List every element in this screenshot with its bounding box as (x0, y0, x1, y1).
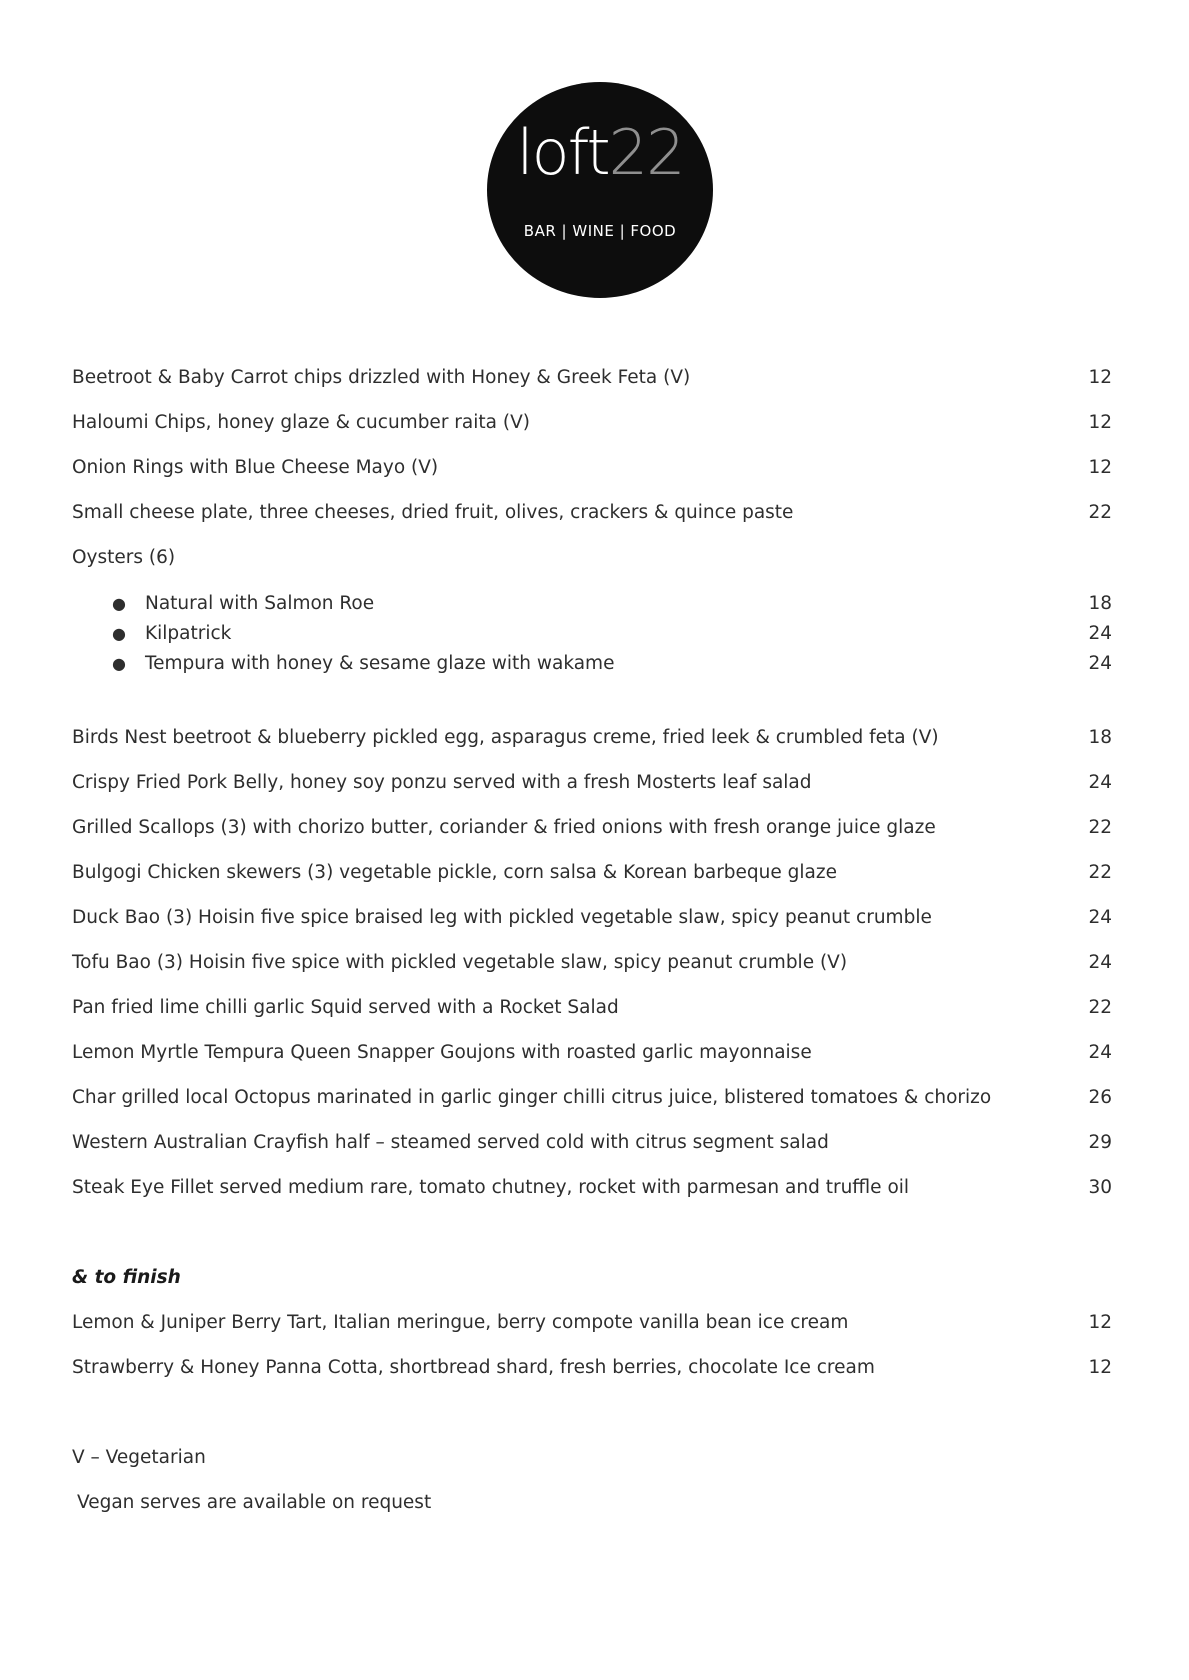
menu-item (72, 994, 1112, 1022)
oysters-heading: Oysters (6) (72, 547, 176, 568)
bullet-icon: ● (112, 624, 126, 643)
item-name: Tofu Bao (3) Hoisin five spice with pickled vegetable slaw, spicy peanut crumble (V) (72, 952, 848, 973)
item-name: Western Australian Crayfish half – steamed served cold with citrus segment salad (72, 1132, 829, 1153)
item-price: 24 (1088, 772, 1112, 793)
item-name: Lemon Myrtle Tempura Queen Snapper Goujons with roasted garlic mayonnaise (72, 1042, 812, 1063)
item-price: 22 (1088, 862, 1112, 883)
item-name: Steak Eye Fillet served medium rare, tomato chutney, rocket with parmesan and truffle oil (72, 1177, 910, 1198)
oyster-item (72, 620, 1112, 648)
vegetarian-note: V – Vegetarian (72, 1447, 206, 1468)
item-name: Crispy Fried Pork Belly, honey soy ponzu served with a fresh Mosterts leaf salad (72, 772, 812, 793)
bullet-icon: ● (112, 594, 126, 613)
item-price: 18 (1088, 593, 1112, 614)
item-price: 22 (1088, 997, 1112, 1018)
item-price: 30 (1088, 1177, 1112, 1198)
item-name: Onion Rings with Blue Cheese Mayo (V) (72, 457, 439, 478)
oyster-item (72, 590, 1112, 618)
menu-item (72, 1129, 1112, 1157)
item-price: 22 (1088, 817, 1112, 838)
item-price: 26 (1088, 1087, 1112, 1108)
item-name: Lemon & Juniper Berry Tart, Italian meringue, berry compote vanilla bean ice cream (72, 1312, 849, 1333)
item-name: Pan fried lime chilli garlic Squid served with a Rocket Salad (72, 997, 619, 1018)
item-name: Kilpatrick (145, 623, 232, 644)
menu-item (72, 454, 1112, 482)
menu-item (72, 814, 1112, 842)
dessert-item (72, 1354, 1112, 1382)
item-price: 12 (1088, 1312, 1112, 1333)
item-name: Duck Bao (3) Hoisin five spice braised leg with pickled vegetable slaw, spicy peanut crumble (72, 907, 932, 928)
item-name: Tempura with honey & sesame glaze with wakame (145, 653, 615, 674)
dessert-item (72, 1309, 1112, 1337)
menu-item (72, 949, 1112, 977)
item-price: 22 (1088, 502, 1112, 523)
oyster-item (72, 650, 1112, 678)
finish-heading: & to finish (72, 1267, 181, 1288)
item-name: Small cheese plate, three cheeses, dried fruit, olives, crackers & quince paste (72, 502, 794, 523)
item-price: 24 (1088, 653, 1112, 674)
menu-item (72, 769, 1112, 797)
item-name: Birds Nest beetroot & blueberry pickled egg, asparagus creme, fried leek & crumbled feta (V) (72, 727, 939, 748)
item-price: 24 (1088, 907, 1112, 928)
item-price: 12 (1088, 1357, 1112, 1378)
logo-tagline: BAR | WINE | FOOD (523, 222, 677, 240)
item-name: Beetroot & Baby Carrot chips drizzled with Honey & Greek Feta (V) (72, 367, 691, 388)
loft22-logo (487, 82, 713, 298)
item-price: 12 (1088, 412, 1112, 433)
item-name: Natural with Salmon Roe (145, 593, 375, 614)
item-name: Strawberry & Honey Panna Cotta, shortbread shard, fresh berries, chocolate Ice cream (72, 1357, 875, 1378)
item-name: Bulgogi Chicken skewers (3) vegetable pickle, corn salsa & Korean barbeque glaze (72, 862, 837, 883)
item-name: Char grilled local Octopus marinated in garlic ginger chilli citrus juice, blistered tomatoes & chorizo (72, 1087, 992, 1108)
menu-item (72, 724, 1112, 752)
item-price: 29 (1088, 1132, 1112, 1153)
item-price: 24 (1088, 623, 1112, 644)
menu-item (72, 409, 1112, 437)
item-price: 18 (1088, 727, 1112, 748)
item-name: Grilled Scallops (3) with chorizo butter, coriander & fried onions with fresh orange juice glaze (72, 817, 936, 838)
menu-item (72, 904, 1112, 932)
menu-item (72, 1174, 1112, 1202)
item-price: 24 (1088, 952, 1112, 973)
menu-item (72, 499, 1112, 527)
item-price: 24 (1088, 1042, 1112, 1063)
item-price: 12 (1088, 367, 1112, 388)
menu-item (72, 1084, 1112, 1112)
menu-item (72, 364, 1112, 392)
vegan-note: Vegan serves are available on request (77, 1492, 432, 1513)
item-name: Haloumi Chips, honey glaze & cucumber raita (V) (72, 412, 530, 433)
menu-item (72, 1039, 1112, 1067)
menu-item (72, 859, 1112, 887)
logo-wordmark: loft22 (516, 116, 684, 189)
bullet-icon: ● (112, 654, 126, 673)
item-price: 12 (1088, 457, 1112, 478)
